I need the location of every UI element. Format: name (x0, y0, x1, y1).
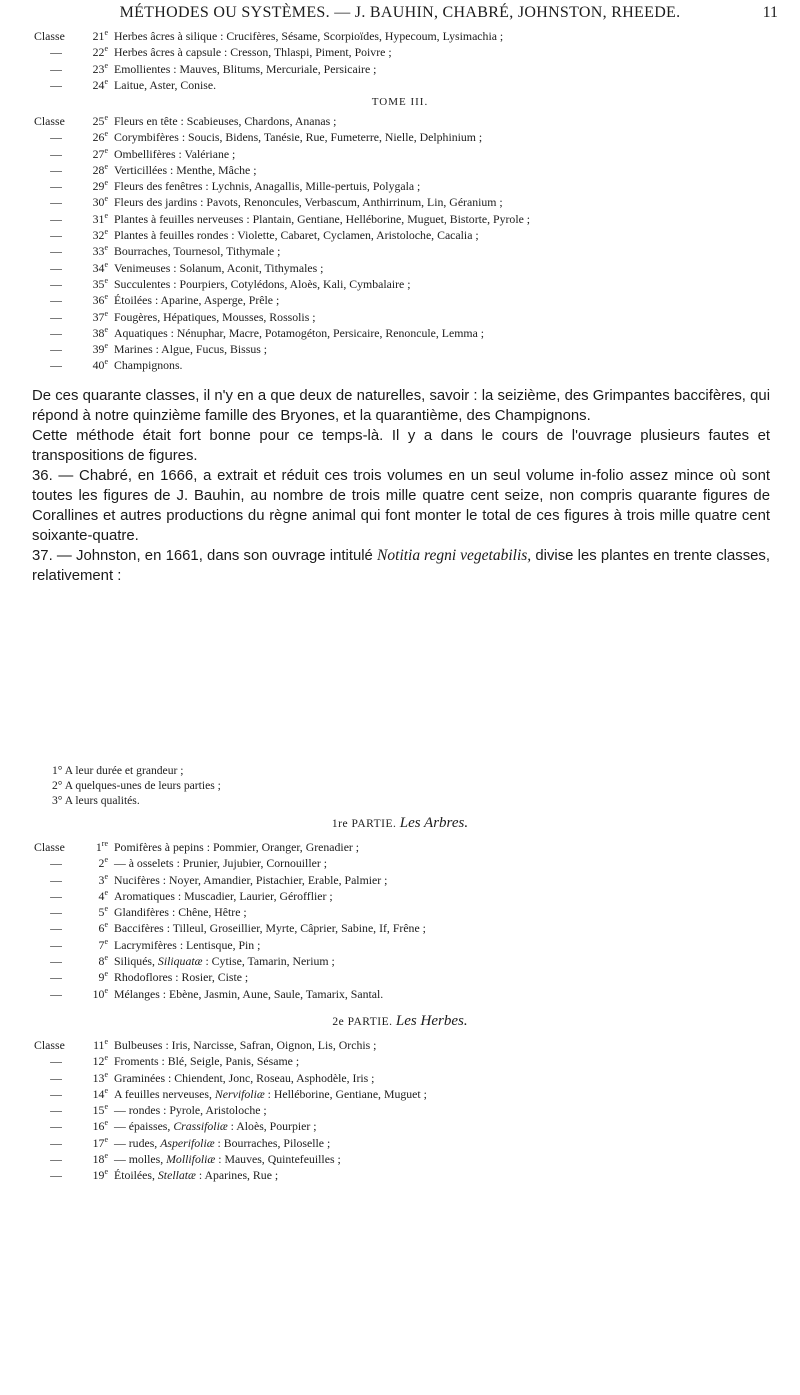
class-description: Mélanges : Ebène, Jasmin, Aune, Saule, Tamarix, Santal. (114, 986, 384, 1001)
class-row (34, 986, 794, 1002)
commentary-prose (32, 386, 770, 586)
class-lead: — (50, 244, 62, 259)
class-lead: — (50, 146, 62, 161)
tome-heading: TOME III. (371, 96, 429, 108)
class-number: 23e (92, 60, 108, 76)
class-number: 3e (98, 871, 108, 887)
class-number: 1re (95, 839, 108, 854)
class-lead: — (50, 276, 62, 291)
class-description: — épaisses, Crassifoliæ : Aloès, Pourpier ; (114, 1119, 317, 1134)
class-number: 39e (92, 341, 108, 357)
class-lead: — (50, 260, 62, 275)
class-number: 31e (92, 210, 108, 226)
class-row (34, 872, 794, 888)
class-lead: — (50, 61, 62, 76)
class-description: Champignons. (114, 358, 183, 373)
class-description: Rhodoflores : Rosier, Ciste ; (114, 970, 249, 985)
class-lead: — (50, 358, 62, 373)
class-row (34, 904, 794, 920)
class-description: Fleurs des fenêtres : Lychnis, Anagallis, Mille-pertuis, Polygala ; (114, 179, 421, 194)
class-lead: — (50, 1119, 62, 1134)
class-row (34, 44, 794, 60)
running-title: MÉTHODES OU SYSTÈMES. — J. BAUHIN, CHABRÉ, JOHNSTON, RHEEDE. (119, 4, 681, 21)
class-row (34, 1118, 794, 1134)
class-lead: — (50, 130, 62, 145)
class-number: 38e (92, 324, 108, 340)
class-lead: — (50, 228, 62, 243)
class-description: Plantes à feuilles nerveuses : Plantain, Gentiane, Helléborine, Muguet, Bistorte, Pyrole ; (114, 211, 531, 226)
class-lead: — (50, 77, 62, 92)
class-description: Fleurs des jardins : Pavots, Renoncules, Verbascum, Anthirrinum, Lin, Géranium ; (114, 195, 503, 210)
class-row (34, 28, 794, 44)
class-number: 33e (92, 243, 108, 259)
class-description: Aquatiques : Nénuphar, Macre, Potamogéton, Persicaire, Renoncule, Lemma ; (114, 325, 485, 340)
class-description: Étoilées : Aparine, Asperge, Prêle ; (114, 293, 280, 308)
latin-term: Nervifoliæ (214, 1086, 265, 1101)
paragraph-method: Cette méthode était fort bonne pour ce temps-là. Il y a dans le cours de l'ouvrage plusieurs fautes et transpositions de figures. (32, 428, 770, 464)
class-number: 36e (92, 292, 108, 308)
class-number: 5e (98, 904, 108, 920)
class-lead: — (50, 970, 62, 985)
class-description: Venimeuses : Solanum, Aconit, Tithymales ; (114, 260, 324, 275)
class-number: 34e (92, 259, 108, 275)
class-number: 8e (98, 953, 108, 969)
class-description: Nucifères : Noyer, Amandier, Pistachier, Erable, Palmier ; (114, 872, 388, 887)
class-number: 24e (92, 76, 108, 92)
class-number: 18e (92, 1151, 108, 1167)
class-row (34, 1086, 794, 1102)
class-lead: Classe (34, 1038, 65, 1052)
class-row (34, 260, 794, 276)
class-row (34, 1037, 794, 1053)
class-number: 11e (93, 1037, 108, 1052)
class-description: Herbes âcres à silique : Crucifères, Sésame, Scorpioïdes, Hypecoum, Lysimachia ; (114, 29, 504, 43)
class-lead: — (50, 342, 62, 357)
class-row (34, 194, 794, 210)
class-lead: — (50, 1103, 62, 1118)
bauhin-classes-top (34, 28, 794, 93)
class-number: 17e (92, 1134, 108, 1150)
paragraph-chabre: 36. — Chabré, en 1666, a extrait et réduit ces trois volumes en un seul volume in-folio assez mince où sont toutes les figures de J. Bauhin, au nombre de trois mille quatre cent seize, non compris quarante figures de Corallines et autres productions du règne animal qui font monter le total de ces figures à trois mille quatre cent soixante-quatre. (32, 468, 770, 544)
class-row (34, 162, 794, 178)
class-lead: — (50, 211, 62, 226)
class-number: 19e (92, 1167, 108, 1183)
class-number: 2e (98, 855, 108, 871)
class-description: Ombellifères : Valériane ; (114, 146, 236, 161)
class-lead: — (50, 905, 62, 920)
latin-term: Crassifoliæ (173, 1119, 228, 1134)
class-description: Corymbifères : Soucis, Bidens, Tanésie, Rue, Fumeterre, Nielle, Delphinium ; (114, 130, 483, 145)
class-lead: — (50, 1070, 62, 1085)
class-lead: — (50, 986, 62, 1001)
class-description: Glandifères : Chêne, Hêtre ; (114, 905, 247, 920)
class-number: 29e (92, 178, 108, 194)
class-number: 37e (92, 308, 108, 324)
class-lead: Classe (34, 29, 65, 43)
class-row (34, 1167, 794, 1183)
class-row (34, 77, 794, 93)
paragraph-johnston: 37. — Johnston, en 1661, dans son ouvrage intitulé Notitia regni vegetabilis, divise les plantes en trente classes, relativement : (32, 547, 771, 584)
class-row (34, 1070, 794, 1086)
class-lead: — (50, 162, 62, 177)
class-description: Baccifères : Tilleul, Groseillier, Myrte, Câprier, Sabine, If, Frêne ; (114, 921, 426, 936)
johnston-herbs (34, 1037, 794, 1184)
bauhin-classes-tome3 (34, 113, 794, 374)
class-row (34, 113, 794, 129)
class-number: 6e (98, 920, 108, 936)
class-description: Plantes à feuilles rondes : Violette, Cabaret, Cyclamen, Aristoloche, Cacalia ; (114, 228, 479, 243)
class-row (34, 888, 794, 904)
class-number: 26e (92, 129, 108, 145)
class-description: Herbes âcres à capsule : Cresson, Thlaspi, Piment, Poivre ; (114, 45, 392, 60)
class-lead: Classe (34, 840, 65, 854)
criteria-list (52, 763, 221, 808)
class-number: 13e (92, 1069, 108, 1085)
class-number: 32e (92, 227, 108, 243)
class-number: 28e (92, 161, 108, 177)
paragraph-classes: De ces quarante classes, il n'y en a que deux de naturelles, savoir : la seizième, des Grimpantes baccifères, qui répond à notre quinzième famille des Bryones, et la quarantième, des Champignons. (32, 388, 770, 424)
class-number: 25e (92, 113, 108, 128)
class-number: 7e (98, 936, 108, 952)
class-description: Lacrymifères : Lentisque, Pin ; (114, 937, 261, 952)
class-row (34, 341, 794, 357)
class-lead: — (50, 309, 62, 324)
class-description: Succulentes : Pourpiers, Cotylédons, Aloès, Kali, Cymbalaire ; (114, 276, 411, 291)
class-lead: — (50, 1152, 62, 1167)
class-description: — rondes : Pyrole, Aristoloche ; (114, 1103, 267, 1118)
class-description: Fleurs en tête : Scabieuses, Chardons, Ananas ; (114, 114, 337, 128)
class-description: Laitue, Aster, Conise. (114, 77, 217, 92)
class-number: 21e (92, 28, 108, 43)
class-row (34, 61, 794, 77)
class-number: 30e (92, 194, 108, 210)
class-lead: — (50, 856, 62, 871)
class-description: Verticillées : Menthe, Mâche ; (114, 162, 257, 177)
class-number: 27e (92, 145, 108, 161)
class-row (34, 227, 794, 243)
class-row (34, 325, 794, 341)
latin-term: Stellatæ (157, 1168, 196, 1183)
class-row (34, 178, 794, 194)
class-description: — rudes, Asperifoliæ : Bourraches, Piloselle ; (114, 1135, 331, 1150)
class-number: 15e (92, 1102, 108, 1118)
class-row (34, 937, 794, 953)
class-row (34, 129, 794, 145)
class-number: 9e (98, 969, 108, 985)
class-row (34, 243, 794, 259)
class-row (34, 309, 794, 325)
class-description: Graminées : Chiendent, Jonc, Roseau, Asphodèle, Iris ; (114, 1070, 375, 1085)
class-row (34, 276, 794, 292)
class-number: 35e (92, 276, 108, 291)
latin-term: Siliquatæ (157, 954, 203, 969)
criteria-item: 2° A quelques-unes de leurs parties ; (52, 779, 221, 792)
part1-heading: 1re PARTIE. Les Arbres. (331, 815, 469, 831)
class-lead: — (50, 937, 62, 952)
class-number: 22e (92, 44, 108, 60)
class-lead: — (50, 195, 62, 210)
class-description: — à osselets : Prunier, Jujubier, Cornouiller ; (114, 856, 328, 871)
class-lead: — (50, 1168, 62, 1183)
class-number: 40e (92, 357, 108, 373)
class-number: 10e (92, 985, 108, 1001)
class-lead: — (50, 293, 62, 308)
class-lead: — (50, 45, 62, 60)
class-lead: — (50, 954, 62, 969)
book-title: Notitia regni vegetabilis, (377, 547, 532, 564)
criteria-item: 1° A leur durée et grandeur ; (52, 764, 184, 777)
class-lead: — (50, 1135, 62, 1150)
class-lead: — (50, 1054, 62, 1069)
class-description: Aromatiques : Muscadier, Laurier, Gérofflier ; (114, 888, 333, 903)
class-lead: — (50, 325, 62, 340)
class-row (34, 920, 794, 936)
class-lead: — (50, 872, 62, 887)
latin-term: Mollifoliæ (166, 1152, 216, 1167)
class-row (34, 855, 794, 871)
class-description: — molles, Mollifoliæ : Mauves, Quintefeuilles ; (114, 1152, 341, 1167)
class-row (34, 1053, 794, 1069)
class-row (34, 357, 794, 373)
class-lead: — (50, 888, 62, 903)
class-row (34, 953, 794, 969)
criteria-item: 3° A leurs qualités. (52, 794, 140, 807)
page-number: 11 (762, 4, 778, 21)
class-number: 14e (92, 1085, 108, 1101)
class-row (34, 211, 794, 227)
class-row (34, 1151, 794, 1167)
class-number: 16e (92, 1118, 108, 1134)
class-number: 12e (92, 1053, 108, 1069)
class-description: A feuilles nerveuses, Nervifoliæ : Helléborine, Gentiane, Muguet ; (114, 1086, 427, 1101)
class-description: Froments : Blé, Seigle, Panis, Sésame ; (114, 1054, 300, 1069)
class-lead: — (50, 179, 62, 194)
class-description: Bulbeuses : Iris, Narcisse, Safran, Oignon, Lis, Orchis ; (114, 1038, 377, 1052)
class-number: 4e (98, 887, 108, 903)
johnston-trees (34, 839, 794, 1002)
class-row (34, 292, 794, 308)
latin-term: Asperifoliæ (160, 1135, 215, 1150)
class-row (34, 839, 794, 855)
class-description: Fougères, Hépatiques, Mousses, Rossolis ; (114, 309, 316, 324)
class-row (34, 146, 794, 162)
class-row (34, 969, 794, 985)
class-lead: — (50, 921, 62, 936)
class-row (34, 1102, 794, 1118)
class-description: Siliqués, Siliquatæ : Cytise, Tamarin, Nerium ; (114, 954, 335, 969)
class-description: Étoilées, Stellatæ : Aparines, Rue ; (114, 1168, 279, 1183)
class-lead: — (50, 1086, 62, 1101)
class-row (34, 1135, 794, 1151)
class-description: Marines : Algue, Fucus, Bissus ; (114, 342, 268, 357)
class-description: Pomifères à pepins : Pommier, Oranger, Grenadier ; (114, 840, 360, 854)
part2-heading: 2e PARTIE. Les Herbes. (332, 1013, 468, 1029)
class-description: Bourraches, Tournesol, Tithymale ; (114, 244, 281, 259)
class-description: Emollientes : Mauves, Blitums, Mercuriale, Persicaire ; (114, 61, 377, 76)
class-lead: Classe (34, 114, 65, 128)
